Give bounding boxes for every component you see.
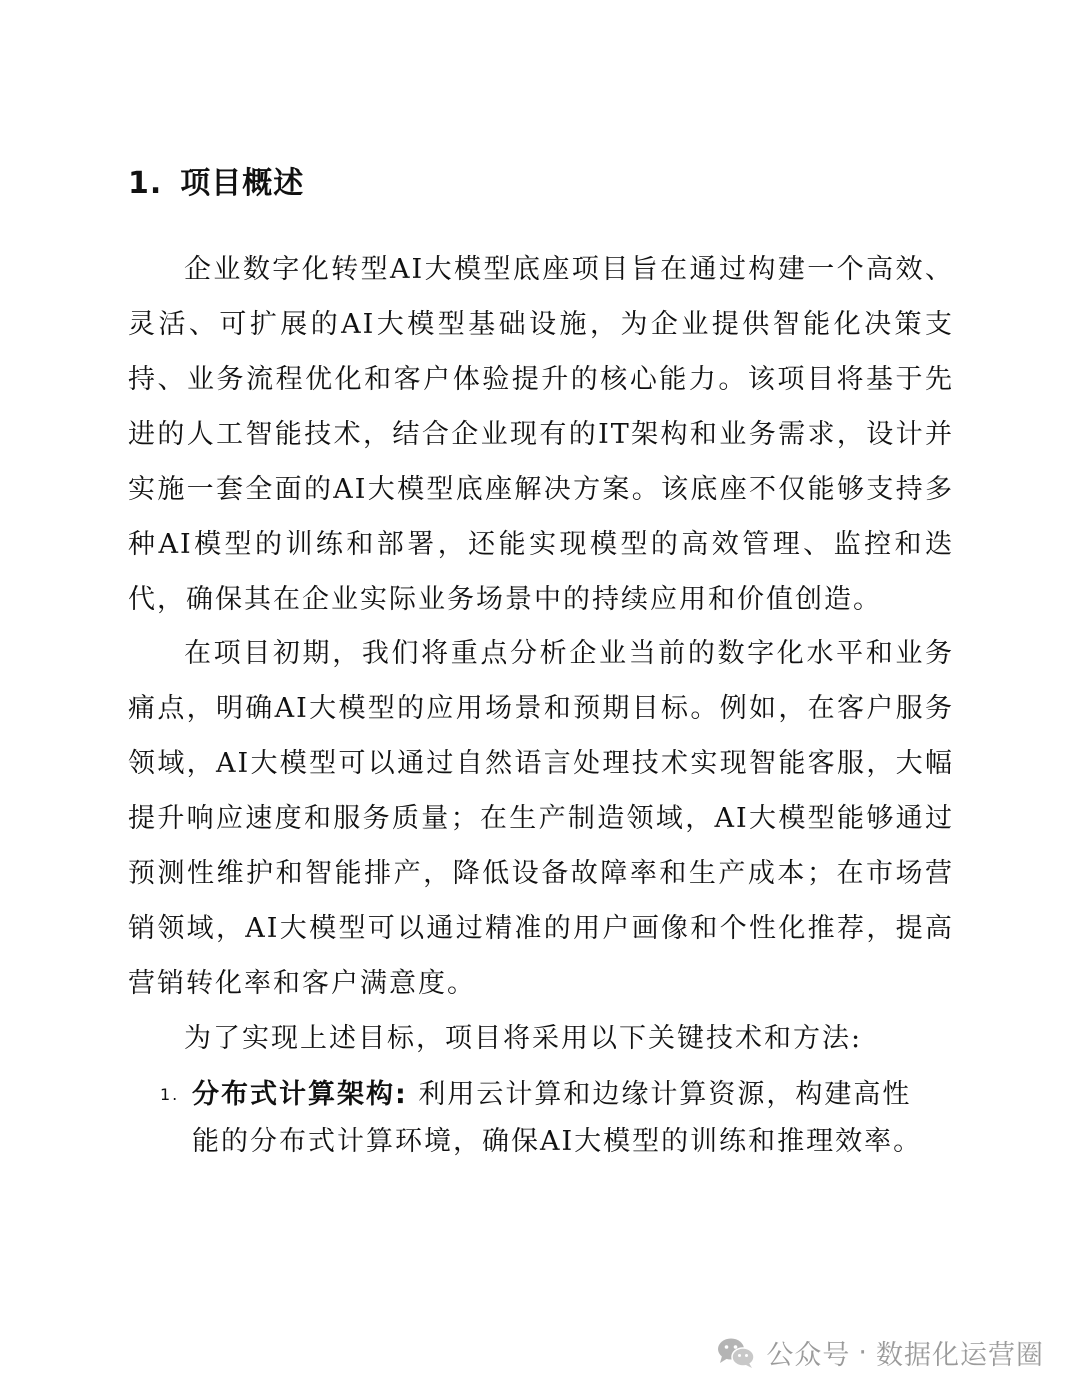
watermark-separator: · — [858, 1337, 868, 1368]
list-item-number: 1. — [160, 1085, 180, 1104]
paragraph-methods-intro — [128, 1011, 954, 1066]
list-item-content — [192, 1071, 930, 1165]
section-title: 项目概述 — [180, 166, 305, 201]
section-number: 1. — [128, 166, 163, 201]
wechat-icon — [716, 1336, 756, 1370]
list-item-label: 分布式计算架构: — [192, 1079, 408, 1110]
list-item — [160, 1071, 930, 1165]
watermark-account-name: 数据化运营圈 — [876, 1340, 1044, 1371]
watermark-account-label: 公众号 — [766, 1340, 851, 1371]
paragraph-text: 企业数字化转型AI大模型底座项目旨在通过构建一个高效、灵活、可扩展的AI大模型基础设施，为企业提供智能化决策支持、业务流程优化和客户体验提升的核心能力。该项目将基于先进的人工智能技术，结合企业现有的IT架构和业务需求，设计并实施一套全面的AI大模型底座解决方案。该底座不仅能够支持多种AI模型的训练和部署，还能实现模型的高效管理、监控和迭代，确保其在企业实际业务场景中的持续应用和价值创造。 — [128, 254, 954, 615]
list-item-text: 利用云计算和边缘计算资源，构建高性能的分布式计算环境，确保AI大模型的训练和推理效率。 — [192, 1079, 923, 1157]
section-heading — [128, 158, 304, 202]
paragraph-initial-phase — [128, 626, 954, 1011]
watermark — [716, 1333, 1044, 1372]
paragraph-text: 在项目初期，我们将重点分析企业当前的数字化水平和业务痛点，明确AI大模型的应用场景和预期目标。例如，在客户服务领域，AI大模型可以通过自然语言处理技术实现智能客服，大幅提升响应速度和服务质量；在生产制造领域，AI大模型能够通过预测性维护和智能排产，降低设备故障率和生产成本；在市场营销领域，AI大模型可以通过精准的用户画像和个性化推荐，提高营销转化率和客户满意度。 — [128, 638, 954, 999]
paragraph-text: 为了实现上述目标，项目将采用以下关键技术和方法: — [184, 1023, 863, 1054]
paragraph-overview — [128, 242, 954, 627]
